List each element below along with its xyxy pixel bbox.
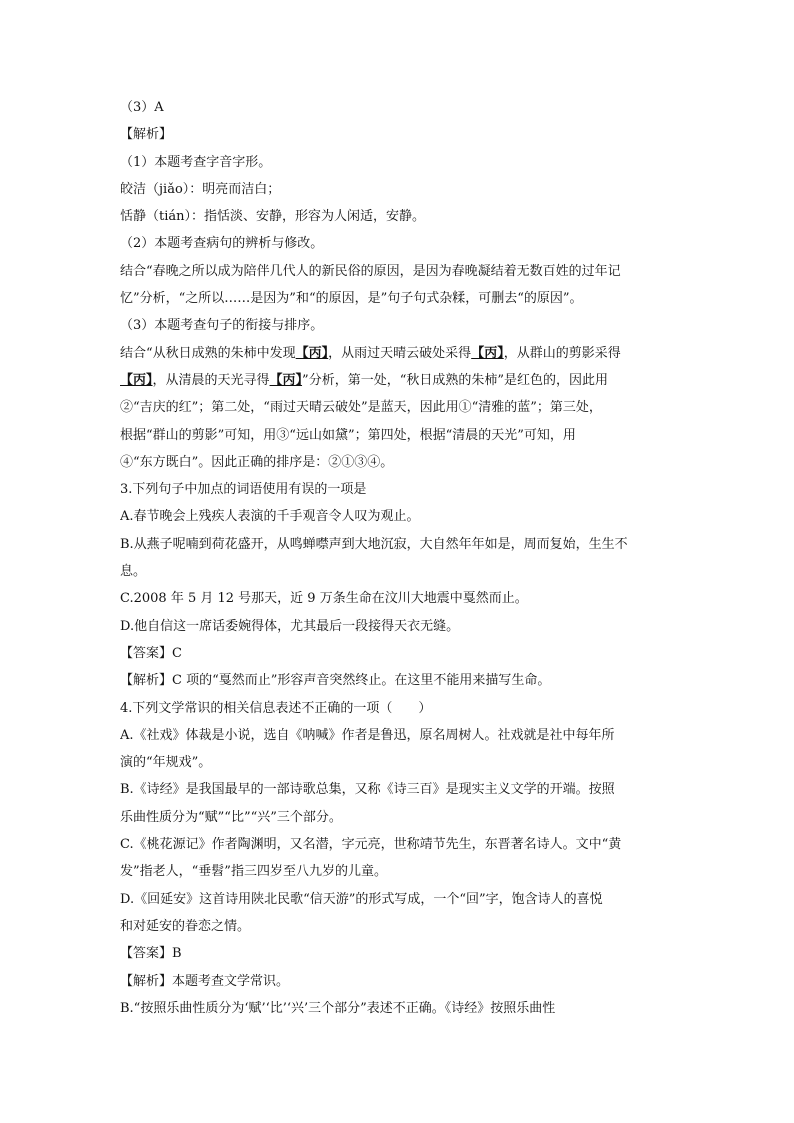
blank-marker: 【丙】 xyxy=(269,372,303,388)
text-line: 和对延安的眷恋之情。 xyxy=(120,918,251,934)
text-line xyxy=(120,367,680,394)
text-line: （3）本题考查句子的衔接与排序。 xyxy=(120,318,324,334)
text-segment: ”分析，第一处，“秋日成熟的朱柿”是红色的，因此用 xyxy=(302,372,608,388)
text-line: ④“东方既白”。因此正确的排序是：②①③④。 xyxy=(120,454,394,470)
text-line: B.“按照乐曲性质分为‘赋’‘比’‘兴’三个部分”表述不正确。《诗经》按照乐曲性 xyxy=(120,1000,556,1016)
text-line: 乐曲性质分为“赋”“比”“兴”三个部分。 xyxy=(120,809,342,825)
text-line: D.《回延安》这首诗用陕北民歌“信天游”的形式写成，一个“回”字，饱含诗人的喜悦 xyxy=(120,891,603,907)
text-line: （3）A xyxy=(120,100,164,115)
text-line: A.《社戏》体裁是小说，选自《呐喊》作者是鲁迅，原名周树人。社戏就是社中每年所 xyxy=(120,727,615,743)
text-line: A.春节晚会上残疾人表演的千手观音令人叹为观止。 xyxy=(120,509,420,525)
text-line xyxy=(120,340,680,367)
blank-marker: 【丙】 xyxy=(471,345,504,361)
text-line: 根据“群山的剪影”可知，用③“远山如黛”；第四处，根据“清晨的天光”可知，用 xyxy=(120,427,576,443)
text-line: 结合“春晚之所以成为陪伴几代人的新民俗的原因，是因为春晚凝结着无数百姓的过年记 xyxy=(120,263,621,279)
text-line: 演的“年规戏”。 xyxy=(120,755,212,771)
page-content xyxy=(120,94,680,1022)
blank-marker: 【丙】 xyxy=(295,345,329,361)
text-line: ②“吉庆的红”；第二处，“雨过天晴云破处”是蓝天，因此用①“清雅的蓝”；第三处， xyxy=(120,400,602,416)
text-line: 【答案】B xyxy=(120,946,182,962)
text-segment: ，从雨过天晴云破处采得 xyxy=(328,345,472,361)
text-line: B.从燕子呢喃到荷花盛开，从鸣蝉噤声到大地沉寂，大自然年年如是，周而复始，生生不 xyxy=(120,536,628,552)
text-segment: ，从清晨的天光寻得 xyxy=(152,372,270,388)
text-line: 忆”分析，“之所以……是因为”和“的原因，是”句子句式杂糅，可删去“的原因”。 xyxy=(120,291,583,307)
text-line: （1）本题考查字音字形。 xyxy=(120,154,272,170)
text-line: 息。 xyxy=(120,564,147,580)
text-line: C.《桃花源记》作者陶渊明，又名潜，字元亮，世称靖节先生，东晋著名诗人。文中“黄 xyxy=(120,837,622,853)
text-line: 皎洁（jiǎo）：明亮而洁白； xyxy=(120,181,281,197)
text-line: 【解析】C 项的“戛然而止”形容声音突然终止。在这里不能用来描写生命。 xyxy=(120,673,551,689)
text-segment: 结合“从秋日成熟的朱柿中发现 xyxy=(120,345,296,361)
text-line: 恬静（tián）：指恬淡、安静，形容为人闲适，安静。 xyxy=(120,209,426,225)
text-line: 【答案】C xyxy=(120,645,182,661)
text-line: 【解析】 xyxy=(120,127,173,143)
text-line: B.《诗经》是我国最早的一部诗歌总集，又称《诗三百》是现实主义文学的开端。按照 xyxy=(120,782,615,798)
text-line: D.他自信这一席话委婉得体，尤其最后一段接得天衣无缝。 xyxy=(120,618,460,634)
text-segment: ，从群山的剪影采得 xyxy=(503,345,621,361)
blank-marker: 【丙】 xyxy=(120,372,153,388)
text-line: 【解析】本题考查文学常识。 xyxy=(120,973,290,989)
text-line: C.2008 年 5 月 12 号那天，近 9 万条生命在汶川大地震中戛然而止。 xyxy=(120,591,528,607)
text-line: 4.下列文学常识的相关信息表述不正确的一项（ ） xyxy=(120,700,432,716)
text-line: 3.下列句子中加点的词语使用有误的一项是 xyxy=(120,482,367,498)
text-line: （2）本题考查病句的辨析与修改。 xyxy=(120,236,324,252)
text-line: 发”指老人，“垂髫”指三四岁至八九岁的儿童。 xyxy=(120,864,387,880)
